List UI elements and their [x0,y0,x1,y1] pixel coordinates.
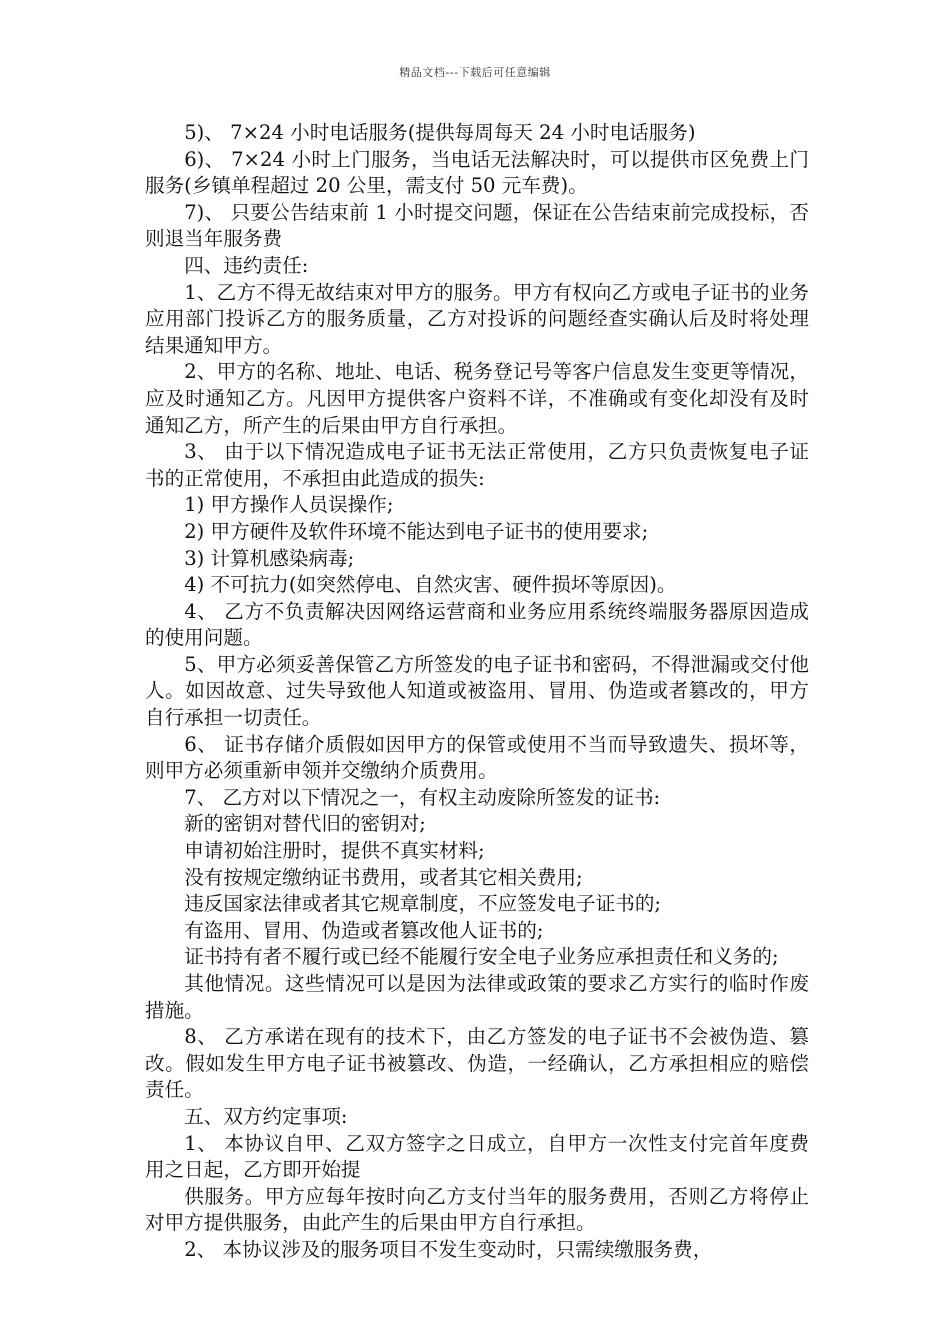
list-item: 申请初始注册时，提供不真实材料; [184,839,485,863]
paragraph: 7)、 只要公告结束前 1 小时提交问题，保证在公告结束前完成投标，否则退当年服务费 [145,200,809,251]
paragraph: 5)、 7×24 小时电话服务(提供每周每天 24 小时电话服务) [184,121,696,144]
list-item: 新的密钥对替代旧的密钥对; [184,812,426,836]
document-body [145,120,809,1264]
list-item: 1) 甲方操作人员误操作; [184,493,394,517]
paragraph: 8、 乙方承诺在现有的技术下，由乙方签发的电子证书不会被伪造、篡改。假如发生甲方电子证书被篡改、伪造，一经确认，乙方承担相应的赔偿责任。 [145,1025,809,1102]
section-heading: 四、违约责任: [184,253,309,277]
paragraph: 1、 本协议自甲、乙双方签字之日成立，自甲方一次性支付完首年度费用之日起，乙方即开始提 [145,1131,809,1182]
paragraph: 3、 由于以下情况造成电子证书无法正常使用，乙方只负责恢复电子证书的正常使用，不承担由此造成的损失: [145,440,809,490]
paragraph: 6)、 7×24 小时上门服务，当电话无法解决时，可以提供市区免费上门服务(乡镇单程超过 20 公里，需支付 50 元车费)。 [145,147,809,198]
list-item: 证书持有者不履行或已经不能履行安全电子业务应承担责任和义务的; [184,945,779,969]
paragraph: 2、甲方的名称、地址、电话、税务登记号等客户信息发生变更等情况，应及时通知乙方。凡因甲方提供客户资料不详，不准确或有变化却没有及时通知乙方，所产生的后果由甲方自行承担。 [145,360,809,437]
list-item: 其他情况。这些情况可以是因为法律或政策的要求乙方实行的临时作废措施。 [145,972,809,1022]
list-item: 2) 甲方硬件及软件环境不能达到电子证书的使用要求; [184,519,649,543]
paragraph: 2、 本协议涉及的服务项目不发生变动时，只需续缴服务费， [184,1237,713,1261]
list-item: 有盗用、冒用、伪造或者篡改他人证书的; [184,918,544,942]
page-header: 精品文档---下载后可任意编辑 [399,66,551,79]
list-item: 4) 不可抗力(如突然停电、自然灾害、硬件损坏等原因)。 [184,573,677,597]
list-item: 没有按规定缴纳证书费用，或者其它相关费用; [184,865,583,889]
paragraph: 供服务。甲方应每年按时向乙方支付当年的服务费用，否则乙方将停止对甲方提供服务，由此产生的后果由甲方自行承担。 [145,1184,809,1235]
list-item: 3) 计算机感染病毒; [184,546,355,570]
paragraph: 6、 证书存储介质假如因甲方的保管或使用不当而导致遗失、损坏等，则甲方必须重新申领并交缴纳介质费用。 [145,732,809,783]
paragraph: 4、 乙方不负责解决因网络运营商和业务应用系统终端服务器原因造成的使用问题。 [145,599,809,650]
paragraph: 1、乙方不得无故结束对甲方的服务。甲方有权向乙方或电子证书的业务应用部门投诉乙方的服务质量，乙方对投诉的问题经查实确认后及时将处理结果通知甲方。 [145,280,809,357]
list-item: 违反国家法律或者其它规章制度，不应签发电子证书的; [184,892,662,916]
paragraph: 5、甲方必须妥善保管乙方所签发的电子证书和密码，不得泄漏或交付他人。如因故意、过失导致他人知道或被盗用、冒用、伪造或者篡改的，甲方自行承担一切责任。 [145,652,809,730]
paragraph: 7、 乙方对以下情况之一，有权主动废除所签发的证书: [184,785,661,809]
section-heading: 五、双方约定事项: [184,1104,348,1128]
